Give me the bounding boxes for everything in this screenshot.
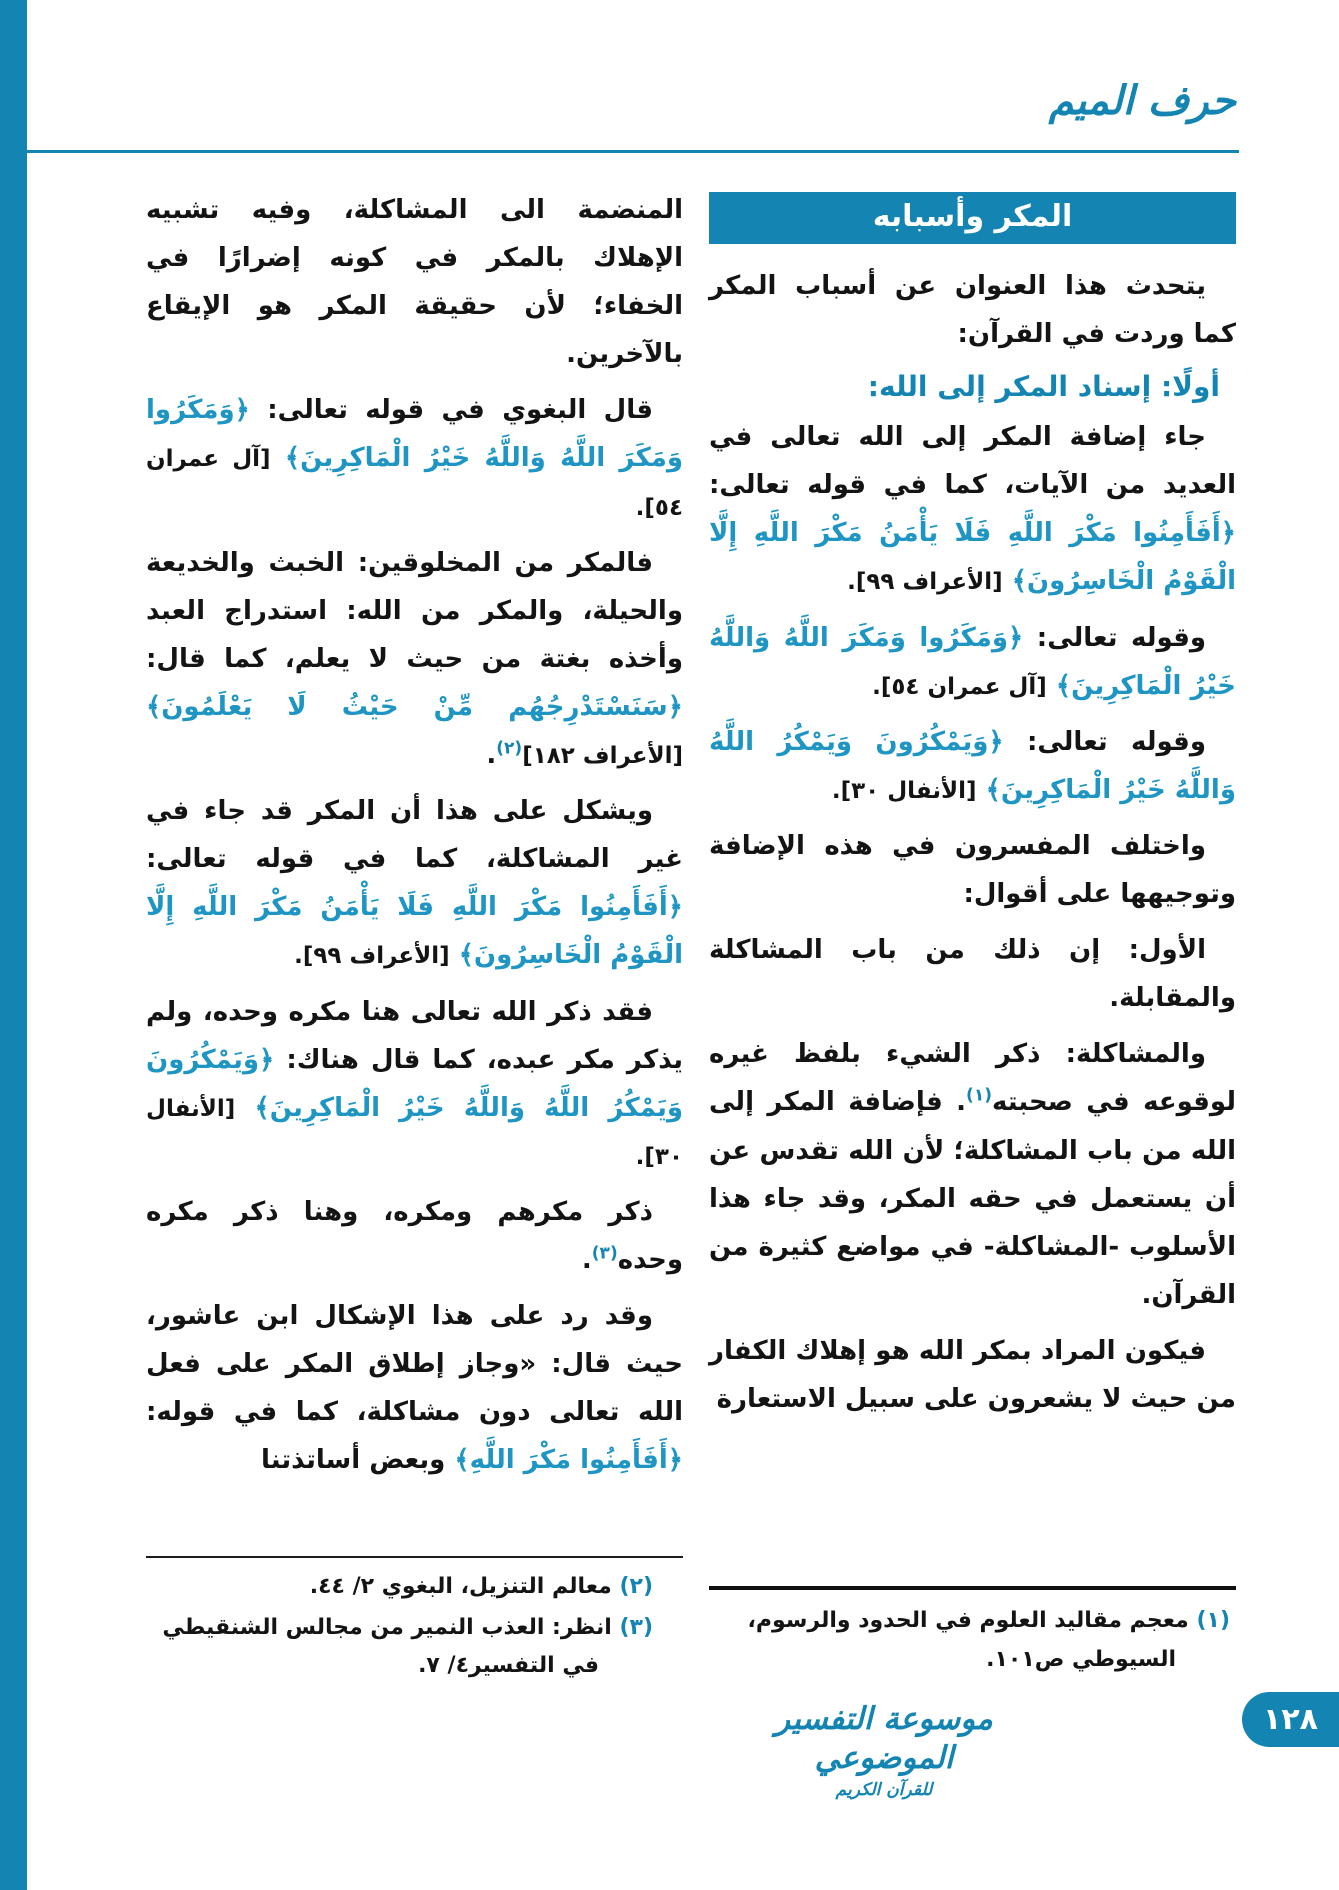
verse-reference: [الأعراف ١٨٢] [522, 743, 683, 770]
footnote [154, 1609, 653, 1686]
page-edge-strip [0, 0, 27, 1890]
paragraph [709, 1327, 1236, 1423]
text-run: واختلف المفسرون في هذه الإضافة وتوجيهها على أقوال: [709, 830, 1236, 910]
text-run: وبعض أساتذتنا [260, 1445, 446, 1476]
verse-reference: [آل عمران ٥٤]. [146, 446, 683, 521]
paragraph [709, 413, 1236, 605]
text-run: وقد رد على هذا الإشكال ابن عاشور، حيث قال: «وجاز إطلاق المكر على فعل الله تعالى دون مشاكلة، كما في قوله: [146, 1301, 683, 1428]
paragraph [709, 822, 1236, 918]
footnote [717, 1602, 1230, 1679]
column-left [146, 186, 683, 1492]
text-run: يتحدث هذا العنوان عن أسباب المكر كما وردت في القرآن: [709, 271, 1236, 350]
paragraph [709, 1030, 1236, 1319]
paragraph [709, 262, 1236, 358]
footnote-number: (١) [1196, 1608, 1230, 1633]
text-run: فيكون المراد بمكر الله هو إهلاك الكفار من حيث لا يشعرون على سبيل الاستعارة [709, 1335, 1236, 1414]
footnote-number: (٣) [619, 1614, 653, 1640]
verse-reference: [الأنفال ٣٠]. [146, 1095, 683, 1170]
paragraph [146, 186, 683, 378]
text-run: والمشاكلة: ذكر الشيء بلفظ غيره لوقوعه في صحبته [709, 1039, 1236, 1118]
footnote [154, 1568, 653, 1607]
publisher-logo-subtitle: للقرآن الكريم [835, 1779, 933, 1800]
text-run: فالمكر من المخلوقين: الخبث والخديعة والحيلة، والمكر من الله: استدراج العبد وأخذه بغتة من حيث لا يعلم، كما قال: [146, 547, 683, 674]
verse-reference: [الأعراف ٩٩]. [294, 943, 450, 970]
publisher-logo [749, 1700, 1019, 1800]
paragraph [709, 926, 1236, 1022]
quran-verse: ﴿سَنَسْتَدْرِجُهُم مِّنْ حَيْثُ لَا يَعْلَمُونَ﴾ [146, 691, 683, 722]
footnotes-right [709, 1586, 1236, 1681]
paragraph [146, 1292, 683, 1484]
chapter-header-title: حرف الميم [1048, 78, 1236, 124]
text-run: قال البغوي في قوله تعالى: [267, 395, 653, 426]
text-run: الأول: إن ذلك من باب المشاكلة والمقابلة. [709, 935, 1236, 1014]
verse-reference: [آل عمران ٥٤]. [872, 673, 1047, 700]
page-number-badge: ١٢٨ [1242, 1692, 1339, 1747]
text-run: ويشكل على هذا أن المكر قد جاء في غير المشاكلة، كما في قوله تعالى: [146, 796, 683, 875]
footnote-marker: (١) [966, 1085, 992, 1106]
verse-reference: [الأنفال ٣٠]. [831, 777, 977, 804]
text-run: ذكر مكرهم ومكره، وهنا ذكر مكره وحده [146, 1196, 683, 1275]
paragraph [709, 718, 1236, 814]
quran-verse: ﴿أَفَأَمِنُوا مَكْرَ اللَّهِ فَلَا يَأْمَنُ مَكْرَ اللَّهِ إِلَّا الْقَوْمُ الْخَاسِرُونَ﴾ [146, 892, 683, 971]
quran-verse: ﴿أَفَأَمِنُوا مَكْرَ اللَّهِ فَلَا يَأْمَنُ مَكْرَ اللَّهِ إِلَّا الْقَوْمُ الْخَاسِرُونَ﴾ [709, 518, 1236, 597]
text-run: وقوله تعالى: [1036, 622, 1207, 653]
footnotes-left [146, 1556, 683, 1688]
section-title: المكر وأسبابه [709, 192, 1236, 244]
text-run: . [581, 1244, 592, 1275]
footnote-number: (٢) [619, 1574, 653, 1599]
verse-reference: [الأعراف ٩٩]. [847, 569, 1003, 596]
text-run: فقد ذكر الله تعالى هنا مكره وحده، ولم يذكر مكر عبده، كما قال هناك: [146, 996, 683, 1075]
quran-verse: ﴿وَمَكَرُوا وَمَكَرَ اللَّهُ وَاللَّهُ خَيْرُ الْمَاكِرِينَ﴾ [709, 622, 1236, 701]
text-run: . [486, 740, 497, 771]
quran-verse: ﴿أَفَأَمِنُوا مَكْرَ اللَّهِ﴾ [454, 1445, 683, 1476]
footnote-text: معجم مقاليد العلوم في الحدود والرسوم، السيوطي ص١٠١. [747, 1608, 1189, 1672]
publisher-logo-title: موسوعة التفسير الموضوعي [775, 1701, 993, 1776]
paragraph [146, 787, 683, 979]
quran-verse: ﴿وَيَمْكُرُونَ وَيَمْكُرُ اللَّهُ وَاللَّهُ خَيْرُ الْمَاكِرِينَ﴾ [709, 726, 1236, 805]
paragraph [146, 988, 683, 1180]
text-run: جاء إضافة المكر إلى الله تعالى في العديد من الآيات، كما في قوله تعالى: [709, 422, 1236, 501]
sub-heading-first: أولًا: إسناد المكر إلى الله: [867, 370, 1220, 404]
text-run: . فإضافة المكر إلى الله من باب المشاكلة؛ لأن الله تقدس عن أن يستعمل في حقه المكر، وقد جاء هذا الأسلوب -المشاكلة- في مواضع كثيرة من القرآن. [709, 1087, 1236, 1310]
column-right [709, 186, 1236, 1431]
header-divider [27, 150, 1239, 153]
paragraph [709, 614, 1236, 710]
footnote-marker: (٢) [496, 738, 523, 759]
footnote-marker: (٣) [591, 1243, 618, 1264]
quran-verse: ﴿وَيَمْكُرُونَ وَيَمْكُرُ اللَّهُ وَاللَّهُ خَيْرُ الْمَاكِرِينَ﴾ [146, 1044, 683, 1123]
paragraph [146, 1188, 683, 1284]
footnote-text: معالم التنزيل، البغوي ٢/ ٤٤. [309, 1574, 612, 1599]
quran-verse: ﴿وَمَكَرُوا وَمَكَرَ اللَّهُ وَاللَّهُ خَيْرُ الْمَاكِرِينَ﴾ [146, 395, 683, 474]
text-run: وقوله تعالى: [1026, 726, 1206, 757]
paragraph [146, 386, 683, 530]
paragraph [146, 539, 683, 779]
footnote-text: انظر: العذب النمير من مجالس الشنقيطي في التفسير٤/ ٧. [162, 1614, 612, 1678]
text-run: المنضمة الى المشاكلة، وفيه تشبيه الإهلاك بالمكر في كونه إضرارًا في الخفاء؛ لأن حقيقة المكر هو الإيقاع بالآخرين. [146, 195, 683, 370]
